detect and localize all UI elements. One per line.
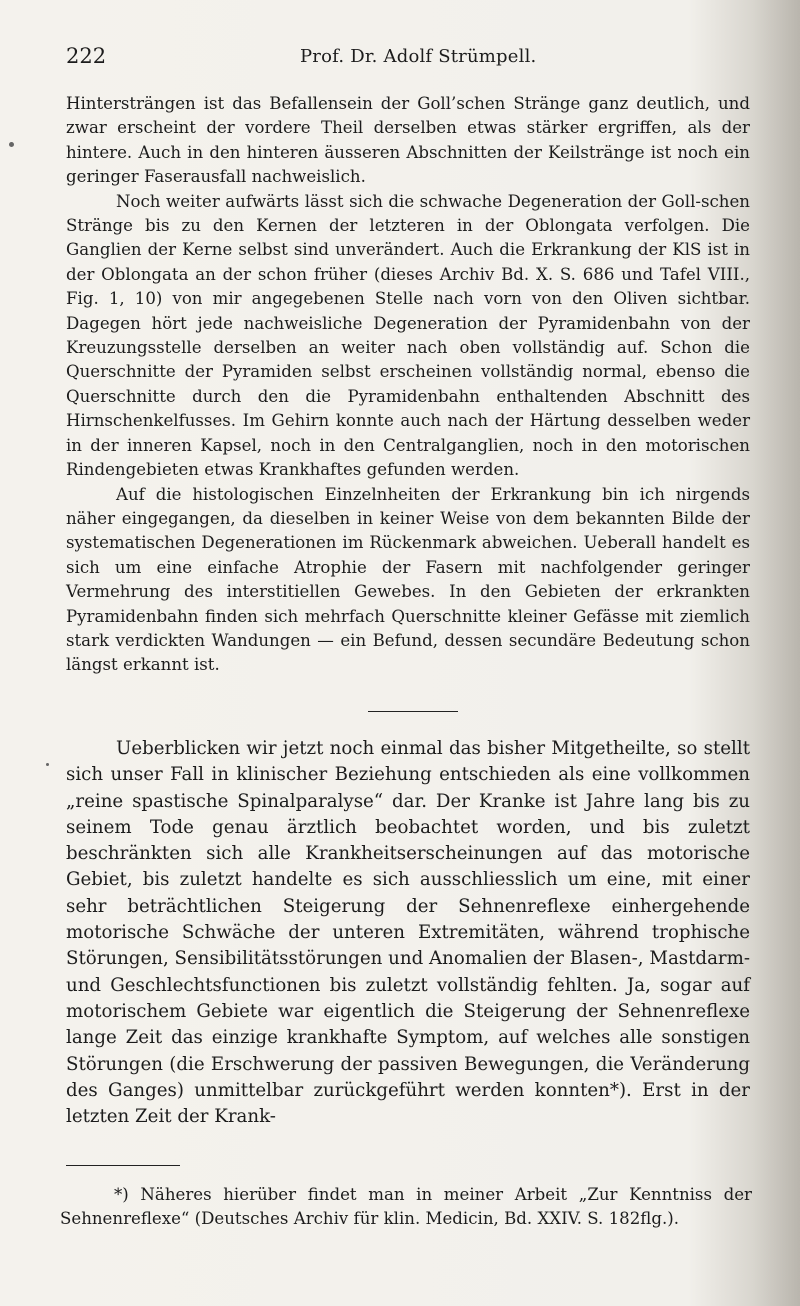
page-number: 222 [66,44,107,68]
page-header [66,44,742,74]
footnote-rule [66,1165,180,1166]
footnote [60,1183,752,1231]
body-text-large [66,736,750,1130]
paragraph-continuation: Hintersträngen ist das Befallensein der Goll’schen Stränge ganz deutlich, und zwar erscheint der vordere Theil derselben etwas stärker ergriffen, als der hintere. Auch in den hinteren äusseren Abschnitten der Keilstränge ist noch ein geringer Faserausfall nachweislich. [66,94,750,187]
margin-speck [46,763,49,766]
footnote-text: *) Näheres hierüber findet man in meiner Arbeit „Zur Kenntniss der Sehnenreflexe“ (Deutsches Archiv für klin. Medicin, Bd. XXIV. S. 182flg.). [60,1185,752,1228]
body-text-small [66,92,750,678]
paragraph-histology: Auf die histologischen Einzelnheiten der Erkrankung bin ich nirgends näher eingegangen, da dieselben in keiner Weise von dem bekannten Bilde der systematischen Degenerationen im Rückenmark abweichen. Ueberall handelt es sich um eine einfache Atrophie der Fasern mit nachfolgender geringer Vermehrung des interstitiellen Gewebes. In den Gebieten der erkrankten Pyramidenbahn finden sich mehrfach Querschnitte kleiner Gefässe mit ziemlich stark verdickten Wandungen — ein Befund, dessen secundäre Bedeutung schon längst erkannt ist. [66,484,750,675]
margin-speck [9,142,14,147]
paragraph-summary: Ueberblicken wir jetzt noch einmal das bisher Mitgetheilte, so stellt sich unser Fall in klinischer Beziehung entschieden als eine vollkommen „reine spastische Spinalparalyse“ dar. Der Kranke ist Jahre lang bis zu seinem Tode genau ärztlich beobachtet worden, und bis zuletzt beschränkten sich alle Krankheitserscheinungen auf das motorische Gebiet, bis zuletzt handelte es sich ausschliesslich um eine, mit einer sehr beträchtlichen Steigerung der Sehnenreflexe einhergehende motorische Schwäche der unteren Extremitäten, während trophische Störungen, Sensibilitätsstörungen und Anomalien der Blasen-, Mastdarm- und Geschlechtsfunctionen bis zuletzt vollständig fehlten. Ja, sogar auf motorischem Gebiete war eigentlich die Steigerung der Sehnenreflexe lange Zeit das einzige krankhafte Symptom, auf welches alle sonstigen Störungen (die Erschwerung der passiven Bewegungen, die Veränderung des Ganges) unmittelbar zurückgeführt werden konnten*). Erst in der letzten Zeit der Krank- [66,738,750,1128]
running-title: Prof. Dr. Adolf Strümpell. [300,46,537,67]
section-divider [368,711,458,712]
paragraph-oblongata: Noch weiter aufwärts lässt sich die schwache Degeneration der Goll-schen Stränge bis zu den Kernen der letzteren in der Oblongata verfolgen. Die Ganglien der Kerne selbst sind unverändert. Auch die Erkrankung der KlS ist in der Oblongata an der schon früher (dieses Archiv Bd. X. S. 686 und Tafel VIII., Fig. 1, 10) von mir angegebenen Stelle nach vorn von den Oliven sichtbar. Dagegen hört jede nachweisliche Degeneration der Pyramidenbahn von der Kreuzungsstelle derselben an weiter nach oben vollständig auf. Schon die Querschnitte der Pyramiden selbst erscheinen vollständig normal, ebenso die Querschnitte durch den die Pyramidenbahn enthaltenden Abschnitt des Hirnschenkelfusses. Im Gehirn konnte auch nach der Härtung desselben weder in der inneren Kapsel, noch in den Centralganglien, noch in den motorischen Rindengebieten etwas Krankhaftes gefunden werden. [66,191,750,480]
